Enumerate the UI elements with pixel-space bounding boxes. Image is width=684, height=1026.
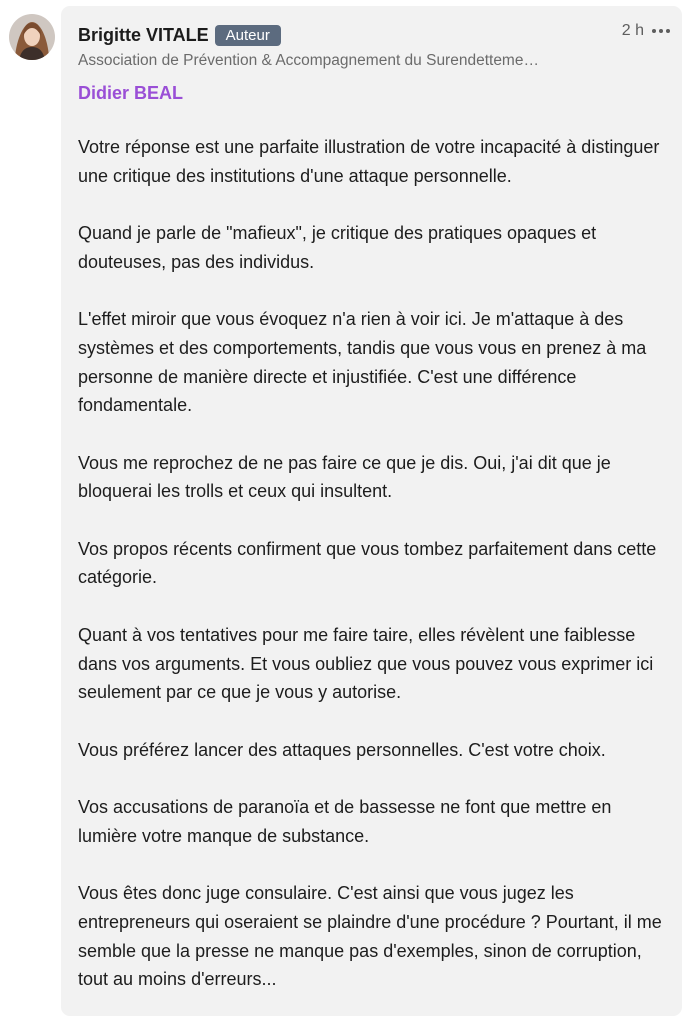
author-name[interactable]: Brigitte VITALE	[78, 24, 209, 45]
ellipsis-horizontal-icon[interactable]	[652, 29, 670, 33]
mention-link[interactable]: Didier BEAL	[78, 83, 184, 103]
comment-paragraph: Votre réponse est une parfaite illustration de votre incapacité à distinguer une critique des institutions d'une attaque personnelle.	[78, 137, 660, 186]
comment-bubble	[61, 6, 682, 1016]
avatar[interactable]	[9, 14, 55, 60]
timestamp[interactable]: 2 h	[621, 22, 644, 39]
comment-paragraph: Vous préférez lancer des attaques personnelles. C'est votre choix.	[78, 739, 606, 760]
comment-meta	[622, 22, 670, 40]
comment-paragraph: Quand je parle de "mafieux", je critique des pratiques opaques et douteuses, pas des individus.	[78, 223, 597, 272]
comment-paragraph: L'effet miroir que vous évoquez n'a rien à voir ici. Je m'attaque à des systèmes et des comportements, tandis que vous vous en prenez à ma personne de manière directe et injustifiée. C'est une différence fondamentale.	[78, 309, 647, 416]
profile-photo-icon	[9, 14, 55, 60]
comment-body	[78, 133, 665, 994]
comment-paragraph: Quant à vos tentatives pour me faire taire, elles révèlent une faiblesse dans vos arguments. Et vous oubliez que vous pouvez vous exprimer ici seulement par ce que je vous y autorise.	[78, 624, 654, 703]
comment-header	[78, 21, 665, 49]
author-badge: Auteur	[215, 25, 281, 46]
comment-paragraph: Vous êtes donc juge consulaire. C'est ainsi que vous jugez les entrepreneurs qui oseraient se plaindre d'une procédure ? Pourtant, il me semble que la presse ne manque pas d'exemples, sinon de corruption, tout au moins d'erreurs...	[78, 883, 662, 990]
comment-paragraph: Vous me reprochez de ne pas faire ce que je dis. Oui, j'ai dit que je bloquerai les trolls et ceux qui insultent.	[78, 452, 611, 502]
comment-paragraph: Vos accusations de paranoïa et de bassesse ne font que mettre en lumière votre manque de substance.	[78, 797, 612, 846]
comment-paragraph: Vos propos récents confirment que vous tombez parfaitement dans cette catégorie.	[78, 538, 657, 588]
author-headline: Association de Prévention & Accompagnement du Surendetteme…	[78, 52, 539, 69]
